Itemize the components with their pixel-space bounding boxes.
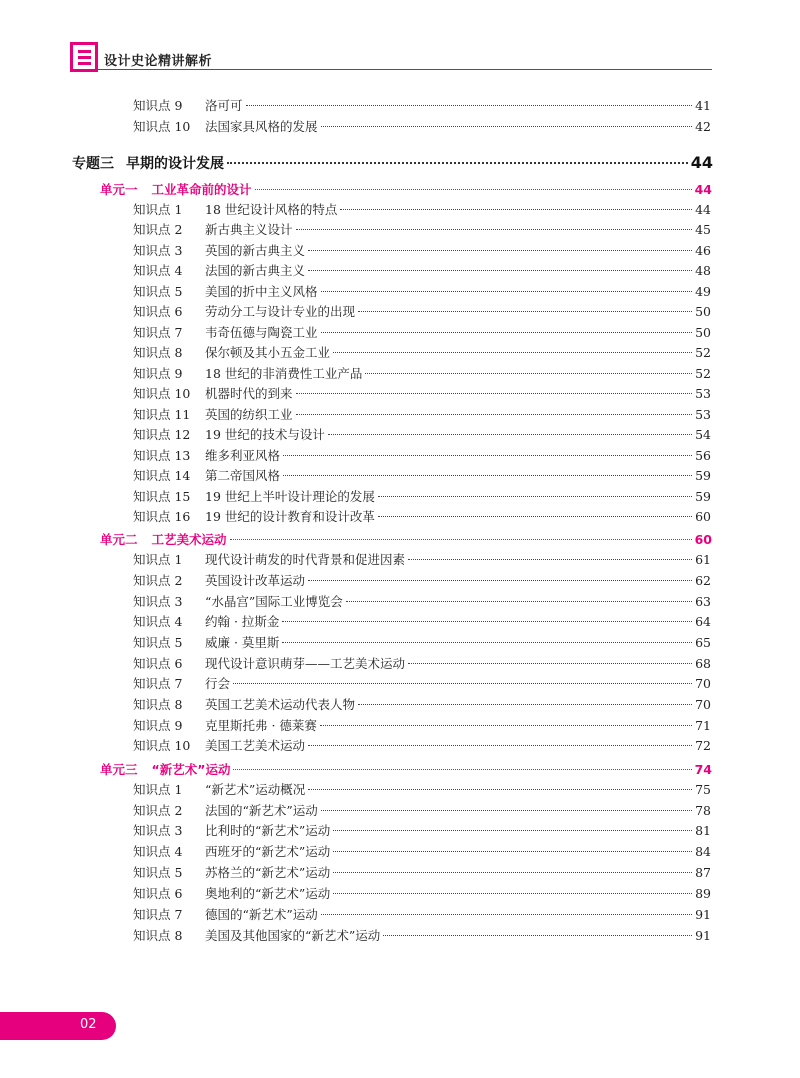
entry-title: 维多利亚风格 xyxy=(205,448,281,463)
toc-entry-row[interactable] xyxy=(133,446,711,464)
entry-title: 西班牙的“新艺术”运动 xyxy=(205,844,331,859)
entry-number: 知识点 14 xyxy=(133,468,191,483)
entry-page: 70 xyxy=(695,676,711,691)
entry-page: 46 xyxy=(695,243,711,258)
entry-number: 知识点 8 xyxy=(133,928,183,943)
toc-entry-row[interactable] xyxy=(133,612,711,630)
toc-unit-row[interactable] xyxy=(100,530,712,548)
entry-page: 48 xyxy=(695,263,711,278)
toc-entry-row[interactable] xyxy=(133,343,711,361)
toc-entry-row[interactable] xyxy=(133,200,711,218)
toc-entry-row[interactable] xyxy=(133,323,711,341)
entry-page: 91 xyxy=(695,928,711,943)
entry-number: 知识点 7 xyxy=(133,325,183,340)
toc-entry-row[interactable] xyxy=(133,633,711,651)
entry-page: 63 xyxy=(695,594,711,609)
entry-title: 19 世纪的设计教育和设计改革 xyxy=(205,509,375,524)
entry-page: 74 xyxy=(694,762,712,777)
entry-title: 工业革命前的设计 xyxy=(151,182,252,197)
entry-number: 知识点 10 xyxy=(133,738,191,753)
toc-entry-row[interactable] xyxy=(133,884,711,902)
toc-entry-row[interactable] xyxy=(133,261,711,279)
entry-number: 知识点 4 xyxy=(133,263,183,278)
dot-leader xyxy=(408,559,692,560)
toc-entry-row[interactable] xyxy=(133,736,711,754)
toc-entry-row[interactable] xyxy=(133,695,711,713)
entry-title: 法国的“新艺术”运动 xyxy=(205,803,318,818)
dot-leader xyxy=(333,851,692,852)
entry-page: 64 xyxy=(695,614,711,629)
dot-leader xyxy=(358,311,692,312)
toc-unit-row[interactable] xyxy=(100,180,712,198)
dot-leader xyxy=(340,209,692,210)
dot-leader xyxy=(378,496,692,497)
entry-title: 早期的设计发展 xyxy=(126,156,224,172)
entry-title: “新艺术”运动概况 xyxy=(205,782,306,797)
entry-page: 44 xyxy=(690,153,713,172)
toc-entry-row[interactable] xyxy=(133,821,711,839)
toc-entry-row[interactable] xyxy=(133,425,711,443)
dot-leader xyxy=(230,539,692,540)
entry-title: 19 世纪的技术与设计 xyxy=(205,427,325,442)
entry-number: 知识点 3 xyxy=(133,243,183,258)
dot-leader xyxy=(246,105,693,106)
entry-number: 知识点 9 xyxy=(133,98,183,113)
toc-entry-row[interactable] xyxy=(133,716,711,734)
entry-title: 英国的纺织工业 xyxy=(205,407,293,422)
book-title: 设计史论精讲解析 xyxy=(104,54,213,69)
entry-number: 单元二 xyxy=(100,532,138,547)
entry-title: 行会 xyxy=(205,676,231,691)
entry-page: 61 xyxy=(695,552,711,567)
entry-number: 知识点 2 xyxy=(133,573,183,588)
entry-title: 工艺美术运动 xyxy=(151,532,227,547)
toc-entry-row[interactable] xyxy=(133,592,711,610)
page-header xyxy=(0,0,800,78)
entry-title: 英国工艺美术运动代表人物 xyxy=(205,697,356,712)
entry-number: 单元三 xyxy=(100,762,138,777)
dot-leader xyxy=(333,893,692,894)
dot-leader xyxy=(378,516,692,517)
entry-page: 72 xyxy=(695,738,711,753)
dot-leader xyxy=(358,704,692,705)
entry-number: 单元一 xyxy=(100,182,138,197)
dot-leader xyxy=(296,229,693,230)
entry-page: 60 xyxy=(695,509,711,524)
entry-title: 19 世纪上半叶设计理论的发展 xyxy=(205,489,375,504)
entry-title: 美国的折中主义风格 xyxy=(205,284,318,299)
toc-entry-row[interactable] xyxy=(133,571,711,589)
dot-leader xyxy=(308,270,692,271)
toc-entry-row[interactable] xyxy=(133,487,711,505)
entry-page: 42 xyxy=(695,119,711,134)
entry-number: 知识点 1 xyxy=(133,782,183,797)
entry-number: 知识点 2 xyxy=(133,222,183,237)
entry-number: 知识点 7 xyxy=(133,676,183,691)
entry-title: 法国的新古典主义 xyxy=(205,263,306,278)
entry-title: 英国的新古典主义 xyxy=(205,243,306,258)
entry-title: 克里斯托弗 · 德莱赛 xyxy=(205,718,317,733)
entry-number: 知识点 12 xyxy=(133,427,191,442)
dot-leader xyxy=(333,352,692,353)
entry-page: 54 xyxy=(695,427,711,442)
toc-entry-row[interactable] xyxy=(133,801,711,819)
dot-leader xyxy=(296,414,693,415)
page-number: 02 xyxy=(80,1017,97,1032)
dot-leader xyxy=(308,789,692,790)
dot-leader xyxy=(346,601,692,602)
dot-leader xyxy=(233,769,691,770)
entry-page: 59 xyxy=(695,489,711,504)
entry-page: 81 xyxy=(695,823,711,838)
entry-page: 78 xyxy=(695,803,711,818)
entry-page: 70 xyxy=(695,697,711,712)
dot-leader xyxy=(333,872,692,873)
entry-page: 45 xyxy=(695,222,711,237)
entry-number: 知识点 8 xyxy=(133,345,183,360)
entry-title: 新古典主义设计 xyxy=(205,222,293,237)
entry-number: 知识点 5 xyxy=(133,635,183,650)
entry-title: 第二帝国风格 xyxy=(205,468,281,483)
entry-number: 知识点 1 xyxy=(133,202,183,217)
toc-entry-row[interactable] xyxy=(133,550,711,568)
entry-title: “新艺术”运动 xyxy=(151,762,231,777)
toc-unit-row[interactable] xyxy=(100,760,712,778)
entry-title: 机器时代的到来 xyxy=(205,386,293,401)
entry-page: 60 xyxy=(694,532,712,547)
entry-number: 知识点 15 xyxy=(133,489,191,504)
entry-title: 奥地利的“新艺术”运动 xyxy=(205,886,331,901)
entry-title: 法国家具风格的发展 xyxy=(205,119,318,134)
toc-entry-row[interactable] xyxy=(133,405,711,423)
entry-title: 现代设计意识萌芽——工艺美术运动 xyxy=(205,656,406,671)
entry-page: 62 xyxy=(695,573,711,588)
toc-entry-row[interactable] xyxy=(133,926,711,944)
dot-leader xyxy=(283,475,692,476)
toc-entry-row[interactable] xyxy=(133,654,711,672)
entry-page: 89 xyxy=(695,886,711,901)
toc-entry-row[interactable] xyxy=(133,780,711,798)
entry-page: 56 xyxy=(695,448,711,463)
dot-leader xyxy=(320,725,692,726)
entry-number: 知识点 1 xyxy=(133,552,183,567)
entry-number: 知识点 10 xyxy=(133,119,191,134)
dot-leader xyxy=(321,291,693,292)
toc-entry-row[interactable] xyxy=(133,282,711,300)
entry-title: 18 世纪的非消费性工业产品 xyxy=(205,366,363,381)
dot-leader xyxy=(233,683,692,684)
entry-number: 知识点 9 xyxy=(133,718,183,733)
toc-entry-row[interactable] xyxy=(133,241,711,259)
entry-page: 41 xyxy=(695,98,711,113)
entry-number: 知识点 2 xyxy=(133,803,183,818)
dot-leader xyxy=(255,189,692,190)
entry-number: 知识点 11 xyxy=(133,407,191,422)
toc-entry-row[interactable] xyxy=(133,220,711,238)
entry-title: 洛可可 xyxy=(205,98,243,113)
entry-page: 53 xyxy=(695,407,711,422)
entry-number: 知识点 4 xyxy=(133,844,183,859)
entry-page: 65 xyxy=(695,635,711,650)
dot-leader xyxy=(282,642,692,643)
entry-title: 威廉 · 莫里斯 xyxy=(205,635,280,650)
toc-entry-row[interactable] xyxy=(133,507,711,525)
entry-number: 知识点 3 xyxy=(133,823,183,838)
dot-leader xyxy=(321,332,693,333)
entry-page: 49 xyxy=(695,284,711,299)
entry-title: 保尔顿及其小五金工业 xyxy=(205,345,331,360)
toc-entry-row[interactable] xyxy=(133,302,711,320)
toc-entry-row[interactable] xyxy=(133,466,711,484)
entry-number: 知识点 13 xyxy=(133,448,191,463)
entry-page: 52 xyxy=(695,345,711,360)
dot-leader xyxy=(308,580,692,581)
dot-leader xyxy=(321,914,692,915)
dot-leader xyxy=(321,810,692,811)
toc-entry-row[interactable] xyxy=(133,905,711,923)
dot-leader xyxy=(333,830,692,831)
entry-number: 知识点 10 xyxy=(133,386,191,401)
entry-page: 84 xyxy=(695,844,711,859)
dot-leader xyxy=(308,745,692,746)
entry-page: 44 xyxy=(695,202,711,217)
entry-number: 知识点 16 xyxy=(133,509,191,524)
dot-leader xyxy=(365,373,692,374)
entry-title: 德国的“新艺术”运动 xyxy=(205,907,318,922)
toc-entry-row[interactable] xyxy=(133,384,711,402)
dot-leader xyxy=(308,250,692,251)
entry-page: 59 xyxy=(695,468,711,483)
entry-number: 知识点 6 xyxy=(133,304,183,319)
toc-entry-row[interactable] xyxy=(133,364,711,382)
entry-title: 英国设计改革运动 xyxy=(205,573,306,588)
entry-number: 知识点 7 xyxy=(133,907,183,922)
dot-leader xyxy=(321,126,693,127)
dot-leader xyxy=(408,663,692,664)
entry-page: 44 xyxy=(694,182,712,197)
entry-title: 劳动分工与设计专业的出现 xyxy=(205,304,356,319)
toc-entry-row[interactable] xyxy=(133,117,711,135)
entry-title: 比利时的“新艺术”运动 xyxy=(205,823,331,838)
header-divider xyxy=(98,69,712,70)
entry-number: 知识点 6 xyxy=(133,656,183,671)
entry-title: 现代设计萌发的时代背景和促进因素 xyxy=(205,552,406,567)
entry-number: 知识点 9 xyxy=(133,366,183,381)
entry-page: 71 xyxy=(695,718,711,733)
entry-title: 约翰 · 拉斯金 xyxy=(205,614,280,629)
entry-title: 18 世纪设计风格的特点 xyxy=(205,202,338,217)
dot-leader xyxy=(283,455,692,456)
entry-title: 美国工艺美术运动 xyxy=(205,738,306,753)
dot-leader xyxy=(383,935,692,936)
entry-page: 75 xyxy=(695,782,711,797)
footer-page-tab xyxy=(0,1012,116,1040)
entry-page: 52 xyxy=(695,366,711,381)
entry-page: 50 xyxy=(695,304,711,319)
toc-entry-row[interactable] xyxy=(133,96,711,114)
entry-number: 专题三 xyxy=(72,156,114,172)
toc-entry-row[interactable] xyxy=(133,842,711,860)
entry-number: 知识点 5 xyxy=(133,284,183,299)
entry-title: 苏格兰的“新艺术”运动 xyxy=(205,865,331,880)
toc-entry-row[interactable] xyxy=(133,674,711,692)
entry-number: 知识点 3 xyxy=(133,594,183,609)
toc-entry-row[interactable] xyxy=(133,863,711,881)
dot-leader xyxy=(296,393,693,394)
entry-page: 91 xyxy=(695,907,711,922)
toc-topic-row[interactable] xyxy=(72,153,713,173)
entry-number: 知识点 5 xyxy=(133,865,183,880)
entry-title: 美国及其他国家的“新艺术”运动 xyxy=(205,928,381,943)
entry-page: 50 xyxy=(695,325,711,340)
entry-title: 韦奇伍德与陶瓷工业 xyxy=(205,325,318,340)
entry-page: 87 xyxy=(695,865,711,880)
entry-number: 知识点 4 xyxy=(133,614,183,629)
dot-leader xyxy=(282,621,692,622)
entry-number: 知识点 8 xyxy=(133,697,183,712)
menu-list-icon xyxy=(70,42,98,72)
entry-title: “水晶宫”国际工业博览会 xyxy=(205,594,343,609)
entry-page: 68 xyxy=(695,656,711,671)
entry-number: 知识点 6 xyxy=(133,886,183,901)
entry-page: 53 xyxy=(695,386,711,401)
dot-leader xyxy=(328,434,692,435)
dot-leader xyxy=(227,162,688,164)
